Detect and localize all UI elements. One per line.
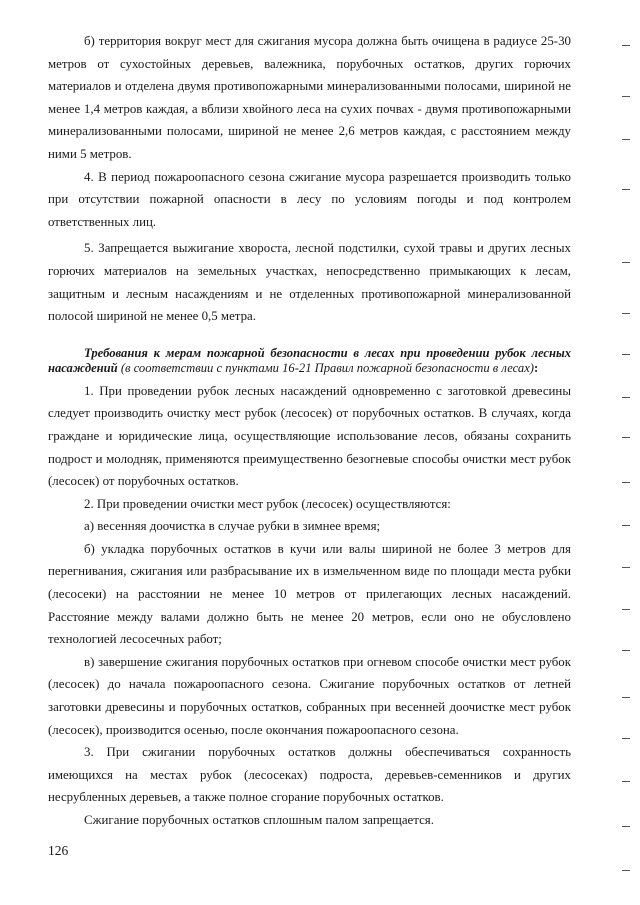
paragraph-4-fire-season: 4. В период пожароопасного сезона сжигание мусора разрешается производить только при отсутствии пожарной опасности в лесу по условиям погоды и под контролем ответственных лиц. [48,169,571,229]
scan-margin-marks [600,0,640,905]
paragraph-b-territory: б) территория вокруг мест для сжигания мусора должна быть очищена в радиусе 25-30 метров от сухостойных деревьев, валежника, порубочных остатков, других горючих материалов и отделена двумя противопожарными минерализованными полосами, шириной не менее 1,4 метров каждая, а вблизи хвойного леса на сухих почвах - двумя противопожарными минерализованными полосами, шириной не менее 2,6 метров каждая, с расстоянием между ними 5 метров. [48,34,571,161]
paragraph-5-prohibition: 5. Запрещается выжигание хвороста, лесной подстилки, сухой травы и других лесных горючих материалов на земельных участках, непосредственно примыкающих к лесам, защитным и лесным насаждениям и не отделенных противопожарной минерализованной полосой шириной не менее 0,5 метра. [48,241,571,324]
heading-sub: (в соответствии с пунктами 16-21 Правил пожарной безопасности в лесах) [117,360,534,375]
section-heading [48,346,571,376]
page-number: 126 [48,843,69,858]
paragraph-3-preservation: 3. При сжигании порубочных остатков должны обеспечиваться сохранность имеющихся на местах рубок (лесосеках) подроста, деревьев-семенников и других несрубленных деревьев, а также полное сгорание порубочных остатков. [48,745,571,805]
heading-colon: : [534,360,539,375]
paragraph-b-piles: б) укладка порубочных остатков в кучи или валы шириной не более 3 метров для перегнивания, сжигания или разбрасывание их в измельченном виде по площади места рубки (лесосеки) на расстоянии не менее 10 метров от прилегающих лесных насаждений. Расстояние между валами должно быть не менее 20 метров, если оно не обусловлено технологией лесосечных работ; [48,541,571,647]
paragraph-final-prohibition: Сжигание порубочных остатков сплошным палом запрещается. [84,813,434,827]
paragraph-a-spring: а) весенняя доочистка в случае рубки в зимнее время; [84,519,381,534]
paragraph-2-cleaning-includes: 2. При проведении очистки мест рубок (лесосек) осуществляются: [84,496,451,511]
heading-main: Требования к мерам пожарной безопасности в лесах при проведении рубок лесных насаждений [48,345,571,375]
paragraph-1-cleaning: 1. При проведении рубок лесных насаждений одновременно с заготовкой древесины следует производить очистку мест рубок (лесосек) от порубочных остатков. В случаях, когда граждане и юридические лица, осуществляющие использование лесов, обязаны сохранить подрост и молодняк, применяются преимущественно безогневые способы очистки мест рубок (лесосек) от порубочных остатков. [48,383,571,489]
paragraph-v-burning: в) завершение сжигания порубочных остатков при огневом способе очистки мест рубок (лесосек) до начала пожароопасного сезона. Сжигание порубочных остатков от летней заготовки древесины и порубочных остатков, собранных при весенней доочистке мест рубок (лесосек), производится осенью, после окончания пожароопасного сезона. [48,654,571,737]
page-content [48,30,571,832]
